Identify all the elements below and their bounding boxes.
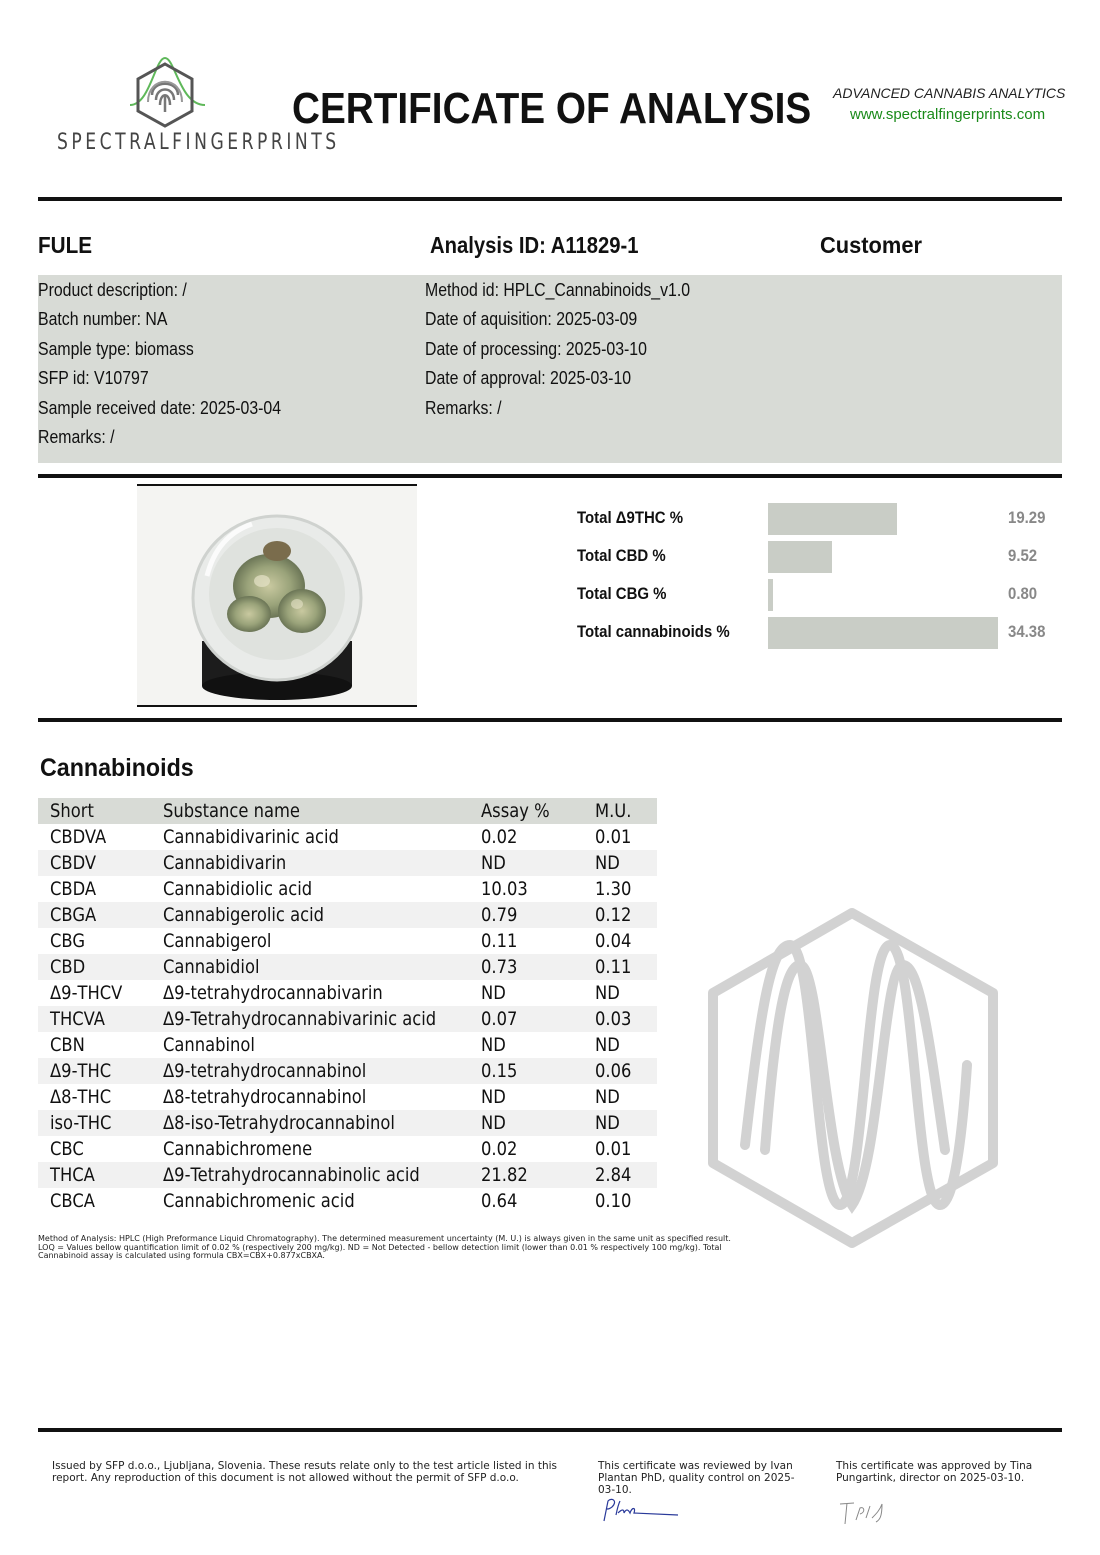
table-row bbox=[38, 1032, 657, 1058]
total-value: 19.29 bbox=[1008, 508, 1046, 527]
cell-assay: 0.02 bbox=[480, 826, 518, 848]
column-header-short: Short bbox=[50, 800, 94, 822]
header-divider bbox=[38, 197, 1062, 201]
hexagon-wave-watermark-icon bbox=[705, 905, 1000, 1250]
cell-substance: Cannabidivarinic acid bbox=[163, 826, 339, 848]
company-tagline: ADVANCED CANNABIS ANALYTICS bbox=[833, 85, 1066, 101]
sample-received-date: Sample received date: 2025-03-04 bbox=[38, 398, 282, 418]
table-row bbox=[38, 1162, 657, 1188]
cell-substance: Δ9-Tetrahydrocannabinolic acid bbox=[163, 1164, 420, 1186]
cell-substance: Δ8-iso-Tetrahydrocannabinol bbox=[163, 1112, 395, 1134]
table-row bbox=[38, 1006, 657, 1032]
sample-type: Sample type: biomass bbox=[38, 339, 194, 359]
total-value: 9.52 bbox=[1008, 546, 1038, 565]
total-bar bbox=[768, 541, 832, 573]
cell-short: CBG bbox=[50, 930, 86, 952]
cell-assay: 0.64 bbox=[480, 1190, 518, 1212]
column-header-mu: M.U. bbox=[594, 800, 632, 822]
footer-divider bbox=[38, 1428, 1062, 1432]
cell-substance: Cannabigerolic acid bbox=[163, 904, 325, 926]
cell-short: CBDVA bbox=[50, 826, 107, 848]
cell-substance: Cannabichromenic acid bbox=[163, 1190, 355, 1212]
cell-short: Δ8-THC bbox=[50, 1086, 112, 1108]
total-label: Total CBD % bbox=[577, 546, 666, 565]
cell-mu: ND bbox=[594, 982, 620, 1004]
analysis-remarks: Remarks: / bbox=[425, 398, 502, 418]
cell-mu: 0.03 bbox=[594, 1008, 632, 1030]
table-row bbox=[38, 876, 657, 902]
cell-short: THCA bbox=[50, 1164, 95, 1186]
cell-short: CBGA bbox=[50, 904, 97, 926]
table-row bbox=[38, 1136, 657, 1162]
approved-by-statement: This certificate was approved by Tina Pungartink, director on 2025-03-10. bbox=[836, 1460, 1033, 1484]
column-header-substance: Substance name bbox=[163, 800, 301, 822]
batch-number: Batch number: NA bbox=[38, 309, 168, 329]
table-row bbox=[38, 1110, 657, 1136]
date-of-acquisition: Date of aquisition: 2025-03-09 bbox=[425, 309, 638, 329]
cell-assay: ND bbox=[480, 1034, 506, 1056]
logo-wordmark: SPECTRALFINGERPRINTS bbox=[57, 130, 340, 155]
cannabinoids-table bbox=[38, 798, 657, 1214]
cell-mu: ND bbox=[594, 1112, 620, 1134]
total-label: Total cannabinoids % bbox=[577, 622, 730, 641]
cell-assay: 0.79 bbox=[480, 904, 518, 926]
cell-assay: 0.73 bbox=[480, 956, 518, 978]
cell-mu: ND bbox=[594, 1086, 620, 1108]
cell-short: CBCA bbox=[50, 1190, 95, 1212]
cell-substance: Δ9-tetrahydrocannabinol bbox=[163, 1060, 367, 1082]
info-divider bbox=[38, 474, 1062, 478]
cell-mu: 0.01 bbox=[594, 1138, 632, 1160]
total-bar bbox=[768, 617, 998, 649]
cell-mu: ND bbox=[594, 852, 620, 874]
cell-mu: ND bbox=[594, 1034, 620, 1056]
total-bar bbox=[768, 579, 773, 611]
cannabinoids-heading: Cannabinoids bbox=[40, 754, 194, 782]
table-row bbox=[38, 980, 657, 1006]
cell-assay: 0.11 bbox=[480, 930, 518, 952]
cell-mu: 0.04 bbox=[594, 930, 632, 952]
method-of-analysis-note: Method of Analysis: HPLC (High Preformance Liquid Chromatography). The determined measurement uncertainty (M. U.) is always given in the same unit as specified result. LOQ = Values bellow quantification limit of 0.02 % (respectively 200 mg/kg). ND = Not Detected - bellow detection limit (lower than 0.01 % respectively 100 mg/kg). Total Cannabinoid assay is calculated using formula CBX=CBX+0.877xCBXA. bbox=[38, 1234, 731, 1260]
cell-substance: Δ9-tetrahydrocannabivarin bbox=[163, 982, 383, 1004]
cell-substance: Cannabidivarin bbox=[163, 852, 287, 874]
approver-signature bbox=[836, 1498, 896, 1528]
cell-assay: 21.82 bbox=[480, 1164, 528, 1186]
cell-substance: Cannabichromene bbox=[163, 1138, 313, 1160]
cell-short: THCVA bbox=[50, 1008, 105, 1030]
total-value: 34.38 bbox=[1008, 622, 1046, 641]
cell-mu: 0.01 bbox=[594, 826, 632, 848]
table-row bbox=[38, 824, 657, 850]
sample-name: FULE bbox=[38, 232, 93, 258]
method-id: Method id: HPLC_Cannabinoids_v1.0 bbox=[425, 280, 691, 300]
date-of-approval: Date of approval: 2025-03-10 bbox=[425, 368, 632, 388]
cell-short: CBDV bbox=[50, 852, 97, 874]
table-row bbox=[38, 954, 657, 980]
cell-substance: Cannabidiol bbox=[163, 956, 260, 978]
cell-substance: Cannabigerol bbox=[163, 930, 272, 952]
cell-mu: 0.11 bbox=[594, 956, 632, 978]
cell-substance: Δ8-tetrahydrocannabinol bbox=[163, 1086, 367, 1108]
table-row bbox=[38, 850, 657, 876]
cell-short: iso-THC bbox=[50, 1112, 112, 1134]
cell-assay: 10.03 bbox=[480, 878, 528, 900]
total-label: Total CBG % bbox=[577, 584, 667, 603]
cell-substance: Cannabinol bbox=[163, 1034, 256, 1056]
cell-assay: ND bbox=[480, 1112, 506, 1134]
customer-heading: Customer bbox=[820, 232, 922, 258]
document-title: CERTIFICATE OF ANALYSIS bbox=[292, 84, 812, 133]
cell-assay: ND bbox=[480, 1086, 506, 1108]
totals-divider bbox=[38, 718, 1062, 722]
cell-mu: 0.10 bbox=[594, 1190, 632, 1212]
cell-mu: 2.84 bbox=[594, 1164, 632, 1186]
reviewed-by-statement: This certificate was reviewed by Ivan Plantan PhD, quality control on 2025-03-10. bbox=[598, 1460, 795, 1496]
cell-mu: 0.06 bbox=[594, 1060, 632, 1082]
cell-assay: 0.15 bbox=[480, 1060, 518, 1082]
analysis-id: Analysis ID: A11829-1 bbox=[430, 232, 639, 258]
cell-assay: ND bbox=[480, 982, 506, 1004]
company-website-link[interactable]: www.spectralfingerprints.com bbox=[850, 106, 1046, 123]
cell-substance: Cannabidiolic acid bbox=[163, 878, 313, 900]
cell-short: Δ9-THCV bbox=[50, 982, 123, 1004]
reviewer-signature bbox=[598, 1495, 683, 1525]
cell-short: CBN bbox=[50, 1034, 85, 1056]
product-description: Product description: / bbox=[38, 280, 187, 300]
cell-short: CBDA bbox=[50, 878, 97, 900]
table-row bbox=[38, 1058, 657, 1084]
cell-mu: 0.12 bbox=[594, 904, 632, 926]
cell-assay: 0.07 bbox=[480, 1008, 518, 1030]
date-of-processing: Date of processing: 2025-03-10 bbox=[425, 339, 647, 359]
sfp-id: SFP id: V10797 bbox=[38, 368, 149, 388]
table-row bbox=[38, 1084, 657, 1110]
total-bar bbox=[768, 503, 897, 535]
sample-info-panel bbox=[38, 275, 1062, 463]
cell-short: CBD bbox=[50, 956, 86, 978]
table-row bbox=[38, 902, 657, 928]
issued-by-statement: Issued by SFP d.o.o., Ljubljana, Slovenia. These resuts relate only to the test article listed in this report. Any reproduction of this document is not allowed without the permit of SFP d.o.o. bbox=[52, 1460, 557, 1484]
cell-assay: 0.02 bbox=[480, 1138, 518, 1160]
cannabis-jar-photo bbox=[137, 484, 417, 707]
total-label: Total Δ9THC % bbox=[577, 508, 684, 527]
table-row bbox=[38, 928, 657, 954]
cell-short: Δ9-THC bbox=[50, 1060, 112, 1082]
table-header-row bbox=[38, 798, 657, 824]
cell-substance: Δ9-Tetrahydrocannabivarinic acid bbox=[163, 1008, 437, 1030]
column-header-assay: Assay % bbox=[480, 800, 550, 822]
cell-assay: ND bbox=[480, 852, 506, 874]
cell-short: CBC bbox=[50, 1138, 84, 1160]
table-row bbox=[38, 1188, 657, 1214]
cell-mu: 1.30 bbox=[594, 878, 632, 900]
total-value: 0.80 bbox=[1008, 584, 1038, 603]
sample-remarks: Remarks: / bbox=[38, 427, 115, 447]
